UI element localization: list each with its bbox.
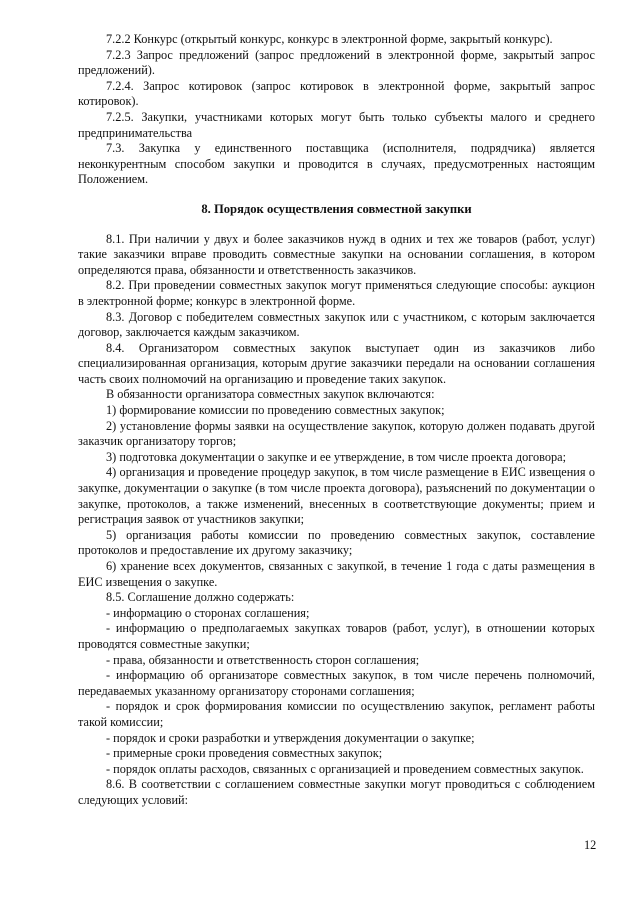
organizer-duties-intro: В обязанности организатора совместных закупок включаются: bbox=[106, 387, 435, 402]
paragraph-7-3: 7.3. Закупка у единственного поставщика (исполнителя, подрядчика) является неконкурентным способом закупки и проводится в случаях, предусмотренных настоящим Положением. bbox=[78, 141, 595, 187]
list-item: 5) организация работы комиссии по проведению совместных закупок, составление протоколов и предоставление их другому заказчику; bbox=[78, 527, 595, 558]
paragraph-7-2-4: 7.2.4. Запрос котировок (запрос котировок в электронной форме, закрытый запрос котировок). bbox=[78, 78, 595, 109]
list-item: 2) установление формы заявки на осуществление закупок, которую должен подавать другой заказчик организатору торгов; bbox=[78, 418, 595, 449]
paragraph-8-4: 8.4. Организатором совместных закупок выступает один из заказчиков либо специализированная организация, которым другие заказчики передали на основании соглашения часть своих полномочий на организацию и проведение таких закупок. bbox=[78, 340, 595, 386]
list-item: - информацию об организаторе совместных закупок, в том числе перечень полномочий, передаваемых указанному организатору сторонами соглашения; bbox=[78, 668, 595, 698]
paragraph-7-2-3: 7.2.3 Запрос предложений (запрос предложений в электронной форме, закрытый запрос предложений). bbox=[78, 47, 595, 78]
paragraph-7-2-5: 7.2.5. Закупки, участниками которых могут быть только субъекты малого и среднего предпринимательства bbox=[78, 109, 595, 140]
page-content bbox=[78, 32, 595, 809]
section-title: 8. Порядок осуществления совместной закупки bbox=[201, 201, 472, 216]
list-item: 1) формирование комиссии по проведению совместных закупок; bbox=[106, 403, 445, 418]
list-item: - порядок оплаты расходов, связанных с организацией и проведением совместных закупок. bbox=[106, 761, 584, 776]
list-item: 3) подготовка документации о закупке и ее утверждение, в том числе проекта договора; bbox=[106, 449, 567, 464]
paragraph-8-1: 8.1. При наличии у двух и более заказчиков нужд в одних и тех же товаров (работ, услуг) такие заказчики вправе проводить совместные закупки на основании соглашения, в котором определяются права, обязанности и ответственность заказчиков. bbox=[78, 231, 595, 277]
list-item: - информацию о сторонах соглашения; bbox=[106, 605, 310, 620]
list-item: - права, обязанности и ответственность сторон соглашения; bbox=[106, 652, 420, 667]
list-item: - примерные сроки проведения совместных закупок; bbox=[106, 746, 383, 761]
list-item: - порядок и сроки разработки и утверждения документации о закупке; bbox=[106, 730, 475, 745]
page-number: 12 bbox=[584, 838, 597, 852]
list-item: 4) организация и проведение процедур закупок, в том числе размещение в ЕИС извещения о закупке, документации о закупке (в том числе проекта договора), разъяснений по документации о закупке, протоколов, а также изменений, внесенных в соответствующие документы; прием и регистрация заявок от участников закупки; bbox=[78, 465, 595, 527]
paragraph-8-6: 8.6. В соответствии с соглашением совместные закупки могут проводиться с соблюдением следующих условий: bbox=[78, 777, 595, 807]
list-item: - информацию о предполагаемых закупках товаров (работ, услуг), в отношении которых проводятся совместные закупки; bbox=[78, 621, 595, 651]
paragraph-8-3: 8.3. Договор с победителем совместных закупок или с участником, с которым заключается договор, заключается каждым заказчиком. bbox=[78, 309, 595, 340]
list-item: - порядок и срок формирования комиссии по осуществлению закупок, регламент работы такой комиссии; bbox=[78, 699, 595, 729]
paragraph-7-2-2: 7.2.2 Конкурс (открытый конкурс, конкурс в электронной форме, закрытый конкурс). bbox=[106, 32, 553, 46]
paragraph-8-2: 8.2. При проведении совместных закупок могут применяться следующие способы: аукцион в электронной форме; конкурс в электронной форме. bbox=[78, 278, 595, 308]
list-item: 6) хранение всех документов, связанных с закупкой, в течение 1 года с даты размещения в ЕИС извещения о закупке. bbox=[78, 559, 595, 589]
paragraph-8-5: 8.5. Соглашение должно содержать: bbox=[106, 590, 295, 605]
